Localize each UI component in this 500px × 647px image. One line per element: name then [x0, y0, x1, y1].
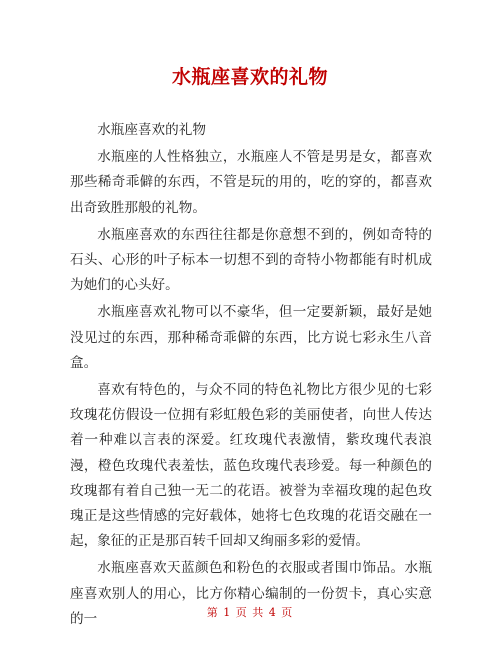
paragraph: 水瓶座的人性格独立，水瓶座人不管是男是女，都喜欢那些稀奇乖僻的东西，不管是玩的用的，吃的穿的，都喜欢出奇致胜那般的礼物。	[70, 149, 432, 216]
paragraph: 喜欢有特色的，与众不同的特色礼物比方很少见的七彩玫瑰花仿假设一位拥有彩虹般色彩的美丽使者，向世人传达着一种难以言表的深爱。红玫瑰代表激情，紫玫瑰代表浪漫，橙色玫瑰代表羞怯，蓝色玫瑰代表珍爱。每一种颜色的玫瑰都有着自己独一无二的花语。被誉为幸福玫瑰的起色玫瑰正是这些情感的完好载体，她将七色玫瑰的花语交融在一起，象征的正是那百转千回却又绚丽多彩的爱情。	[70, 382, 432, 550]
paragraph: 水瓶座喜欢礼物可以不豪华，但一定要新颖，最好是她没见过的东西，那种稀奇乖僻的东西，比方说七彩永生八音盒。	[70, 304, 432, 371]
paragraph: 水瓶座喜欢的东西往往都是你意想不到的，例如奇特的石头、心形的叶子标本一切想不到的奇特小物都能有时机成为她们的心头好。	[70, 226, 432, 294]
document-title: 水瓶座喜欢的礼物	[171, 66, 328, 88]
paragraph-subtitle: 水瓶座喜欢的礼物	[97, 122, 206, 138]
page-footer: 第 1 页 共 4 页	[206, 606, 294, 619]
document-body	[70, 118, 432, 634]
paragraph: 水瓶座喜欢天蓝颜色和粉色的衣服或者围巾饰品。水瓶座喜欢别人的用心，比方你精心编制的一份贺卡，真心实意的一	[70, 560, 432, 627]
